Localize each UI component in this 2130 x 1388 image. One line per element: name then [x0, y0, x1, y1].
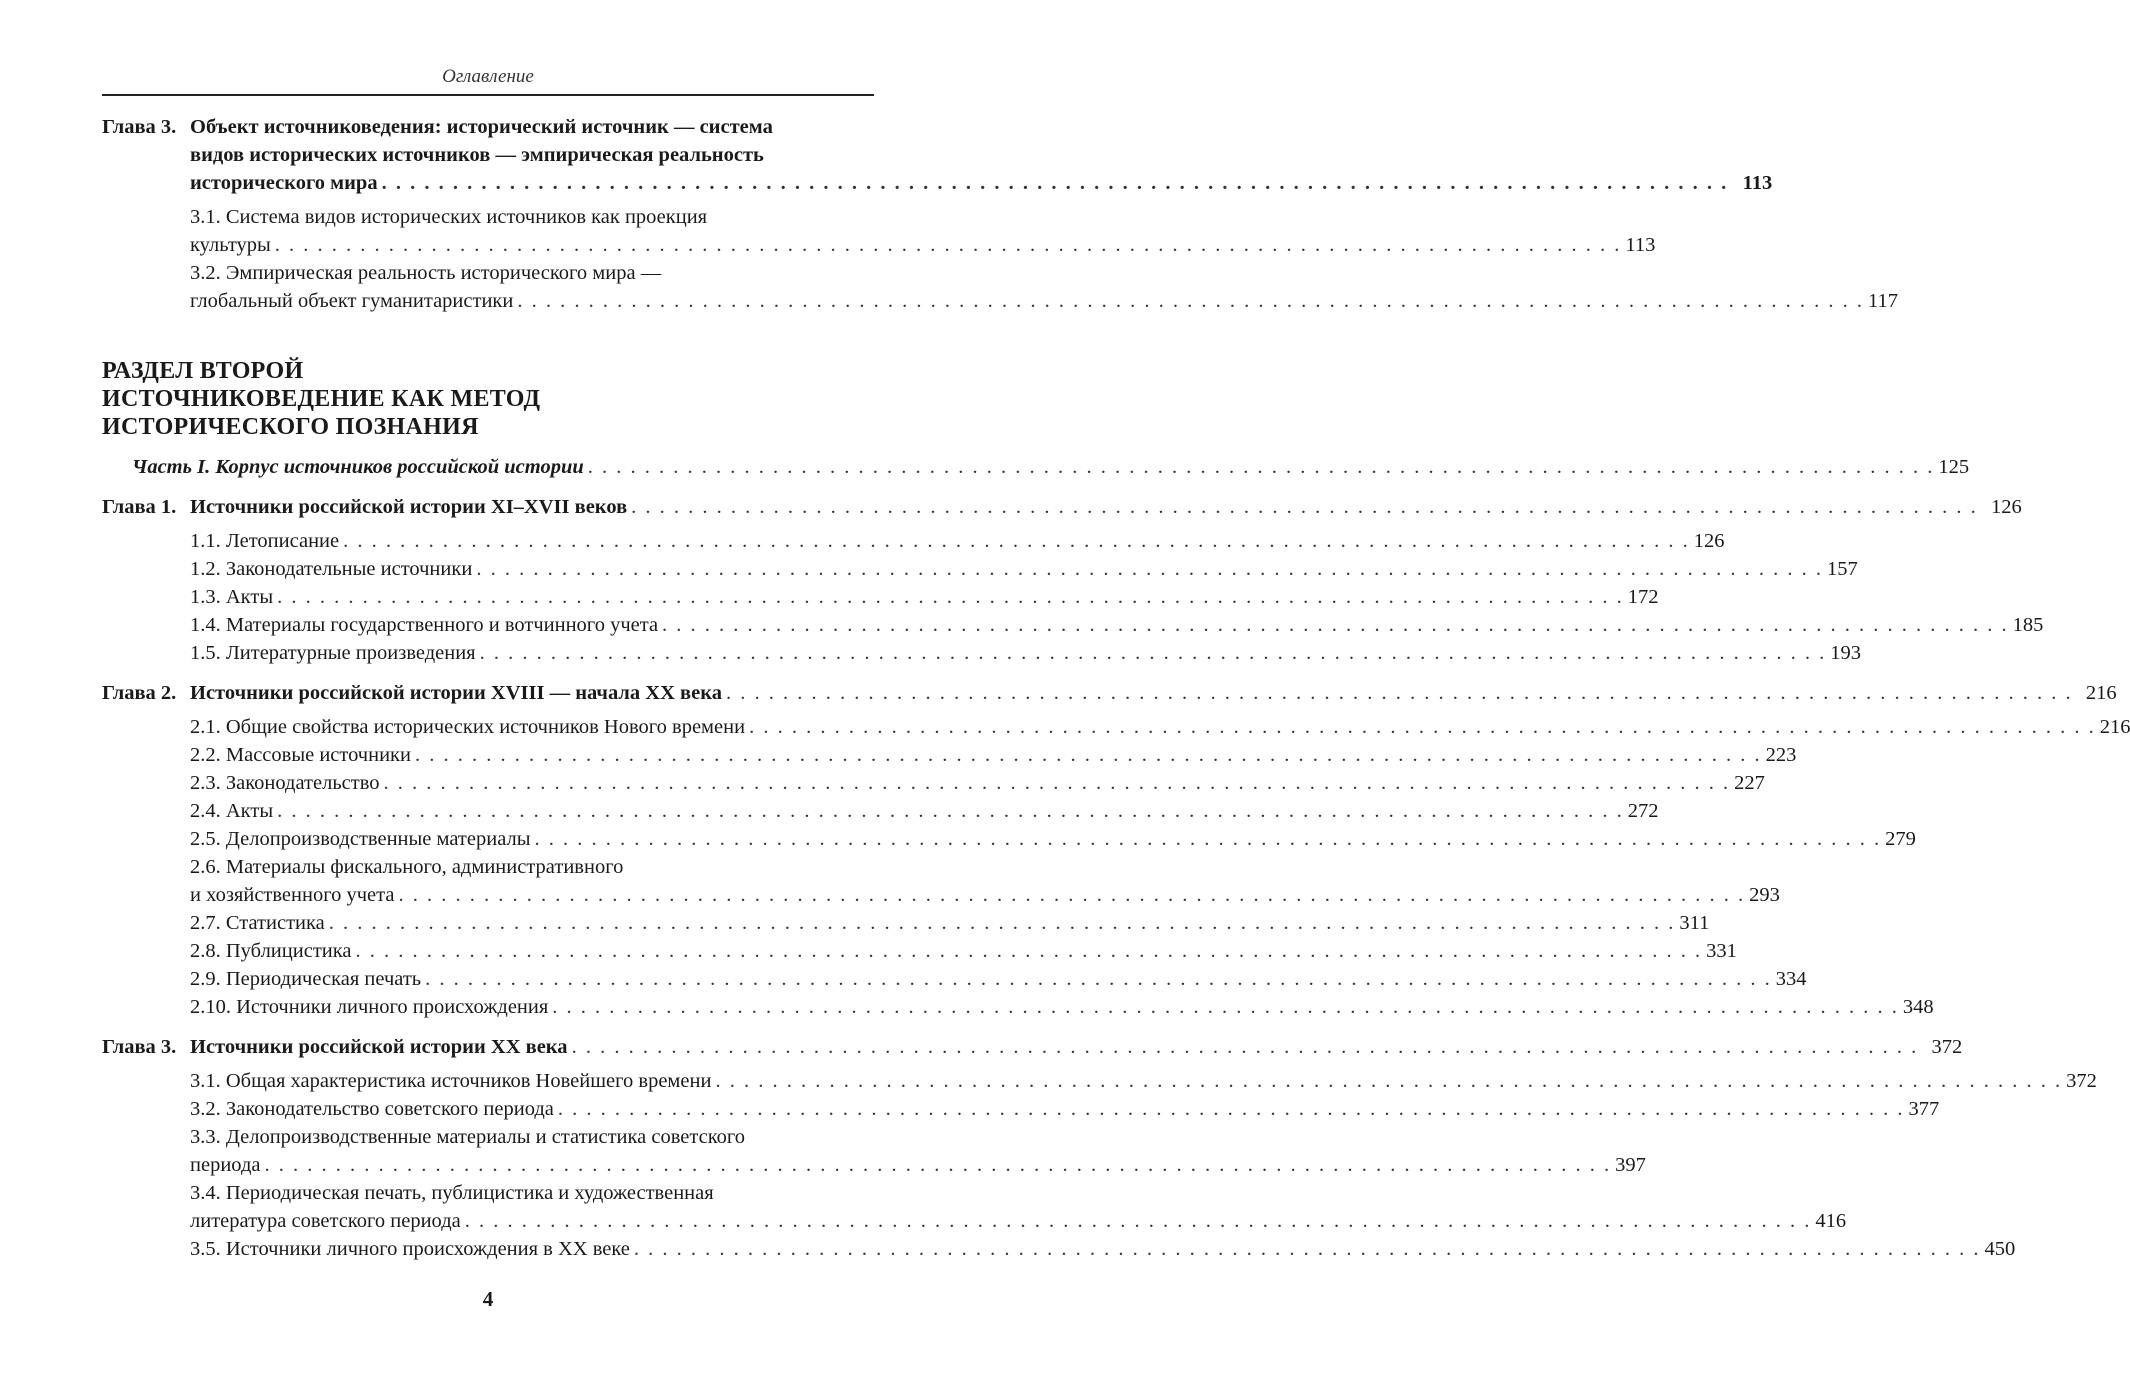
leader-dots [343, 527, 1690, 555]
page-ref: 293 [1749, 884, 1780, 906]
chapter-title-line: Объект источниковедения: исторический источник — система [190, 116, 773, 138]
leader-dots [329, 909, 1676, 937]
toc-item[interactable]: 3.5. Источники личного происхождения в XX веке . . . 450 [190, 1235, 874, 1263]
leader-dots [631, 493, 1978, 521]
toc-part-1[interactable]: Часть I. Корпус источников российской истории . . . 125 [102, 453, 874, 481]
page-ref: 223 [1765, 744, 1797, 766]
page-ref: 416 [1815, 1210, 1847, 1232]
toc-chapter-3[interactable] [102, 1033, 1963, 1061]
section-heading: РАЗДЕЛ ВТОРОЙ ИСТОЧНИКОВЕДЕНИЕ КАК МЕТОД ИСТОРИЧЕСКОГО ПОЗНАНИЯ [102, 358, 541, 440]
leader-dots [415, 741, 1762, 769]
toc-item[interactable]: 2.9. Периодическая печать . . . 334 [190, 965, 874, 993]
page-ref: 331 [1706, 940, 1737, 962]
leader-dots [476, 555, 1823, 583]
leader-dots [277, 583, 1624, 611]
toc-item[interactable]: 3.3. Делопроизводственные материалы и статистика советского периода . . . 397 [190, 1123, 874, 1179]
toc-item[interactable]: 2.7. Статистика . . . 311 [190, 909, 874, 937]
chapter-label: Глава 3. [102, 1036, 177, 1058]
toc-item[interactable]: 3.1. Система видов исторических источников как проекция культуры . . . 113 [102, 203, 874, 259]
toc-item[interactable]: 3.2. Законодательство советского периода . . . 377 [190, 1095, 874, 1123]
toc-item[interactable]: 2.10. Источники личного происхождения . . . 348 [190, 993, 874, 1021]
leader-dots [356, 937, 1703, 965]
toc-item[interactable]: 1.2. Законодательные источники . . . 157 [190, 555, 874, 583]
toc-item[interactable]: 1.4. Материалы государственного и вотчинного учета . . . 185 [190, 611, 874, 639]
leader-dots [264, 1151, 1611, 1179]
page-ref: 348 [1902, 996, 1934, 1018]
chapter-title: Источники российской истории XX века [190, 1036, 568, 1058]
page-ref: 185 [2012, 614, 2044, 636]
leader-dots [715, 1067, 2062, 1095]
page-ref: 334 [1775, 968, 1807, 990]
page-ref: 397 [1615, 1154, 1646, 1176]
leader-dots [425, 965, 1772, 993]
page-ref: 372 [1931, 1036, 1963, 1058]
page-ref: 172 [1627, 586, 1659, 608]
toc-item[interactable]: 2.8. Публицистика . . . 331 [190, 937, 874, 965]
leader-dots [534, 825, 1881, 853]
toc-item[interactable]: 2.3. Законодательство . . . 227 [190, 769, 874, 797]
page-ref: 193 [1830, 642, 1861, 664]
leader-dots [517, 287, 1864, 315]
leader-dots [552, 993, 1899, 1021]
chapter-title: Источники российской истории XI–XVII веков [190, 496, 628, 518]
leader-dots [662, 611, 2009, 639]
page-ref: 279 [1885, 828, 1916, 850]
page-ref: 126 [1693, 530, 1725, 552]
chapter-title: Источники российской истории XVIII — начала XX века [190, 682, 722, 704]
running-header: Оглавление [442, 66, 534, 87]
table-of-contents [102, 113, 2130, 1263]
leader-dots [572, 1033, 1919, 1061]
chapter-title-last-line: исторического мира . . . 113 [190, 169, 1772, 197]
header-rule [102, 94, 874, 96]
toc-item[interactable]: 2.4. Акты . . . 272 [190, 797, 874, 825]
leader-dots [465, 1207, 1812, 1235]
toc-item[interactable]: 3.1. Общая характеристика источников Новейшего времени . . . 372 [190, 1067, 874, 1095]
toc-chapter-2[interactable] [102, 679, 2117, 707]
leader-dots [726, 679, 2073, 707]
toc-item[interactable]: 3.4. Периодическая печать, публицистика и художественная литература советского периода . . . 416 [190, 1179, 874, 1235]
page-ref: 372 [2066, 1070, 2097, 1092]
page-ref: 125 [1938, 456, 1970, 478]
chapter-title-line: видов исторических источников — эмпирическая реальность [190, 144, 764, 166]
toc-item[interactable]: 1.5. Литературные произведения . . . 193 [190, 639, 874, 667]
toc-chapter-1[interactable] [102, 493, 2022, 521]
page-ref: 126 [1991, 496, 2022, 518]
leader-dots [384, 769, 1731, 797]
chapter-label: Глава 1. [102, 496, 177, 518]
toc-item[interactable]: 1.3. Акты . . . 172 [190, 583, 874, 611]
toc-item[interactable]: 1.1. Летописание . . . 126 [190, 527, 874, 555]
leader-dots [275, 231, 1622, 259]
leader-dots [558, 1095, 1905, 1123]
page-ref: 272 [1627, 800, 1659, 822]
leader-dots [277, 797, 1624, 825]
leader-dots [382, 169, 1729, 197]
leader-dots [588, 453, 1935, 481]
page-ref: 450 [1984, 1238, 2016, 1260]
leader-dots [749, 713, 2096, 741]
page-ref: 113 [1742, 172, 1773, 194]
page-ref: 216 [2099, 716, 2130, 738]
page-ref: 377 [1908, 1098, 1940, 1120]
page-ref: 216 [2085, 682, 2117, 704]
leader-dots [480, 639, 1827, 667]
page-number: 4 [482, 1287, 494, 1311]
chapter-label: Глава 2. [102, 682, 177, 704]
toc-item[interactable]: 2.2. Массовые источники . . . 223 [190, 741, 874, 769]
leader-dots [634, 1235, 1981, 1263]
toc-item[interactable]: 3.2. Эмпирическая реальность исторического мира — глобальный объект гуманитаристики . . . 117 [102, 259, 874, 315]
page-ref: 157 [1826, 558, 1858, 580]
toc-item[interactable]: 2.6. Материалы фискального, административного и хозяйственного учета . . . 293 [190, 853, 874, 909]
chapter-label: Глава 3. [102, 116, 177, 138]
toc-item[interactable]: 2.5. Делопроизводственные материалы . . . 279 [190, 825, 874, 853]
page-ref: 311 [1679, 912, 1710, 934]
leader-dots [398, 881, 1745, 909]
page-ref: 113 [1625, 234, 1656, 256]
toc-item[interactable]: 2.1. Общие свойства исторических источников Нового времени . . . 216 [190, 713, 874, 741]
page-ref: 227 [1734, 772, 1765, 794]
page-ref: 117 [1868, 290, 1898, 312]
toc-chapter-top-3[interactable] [102, 113, 1773, 197]
